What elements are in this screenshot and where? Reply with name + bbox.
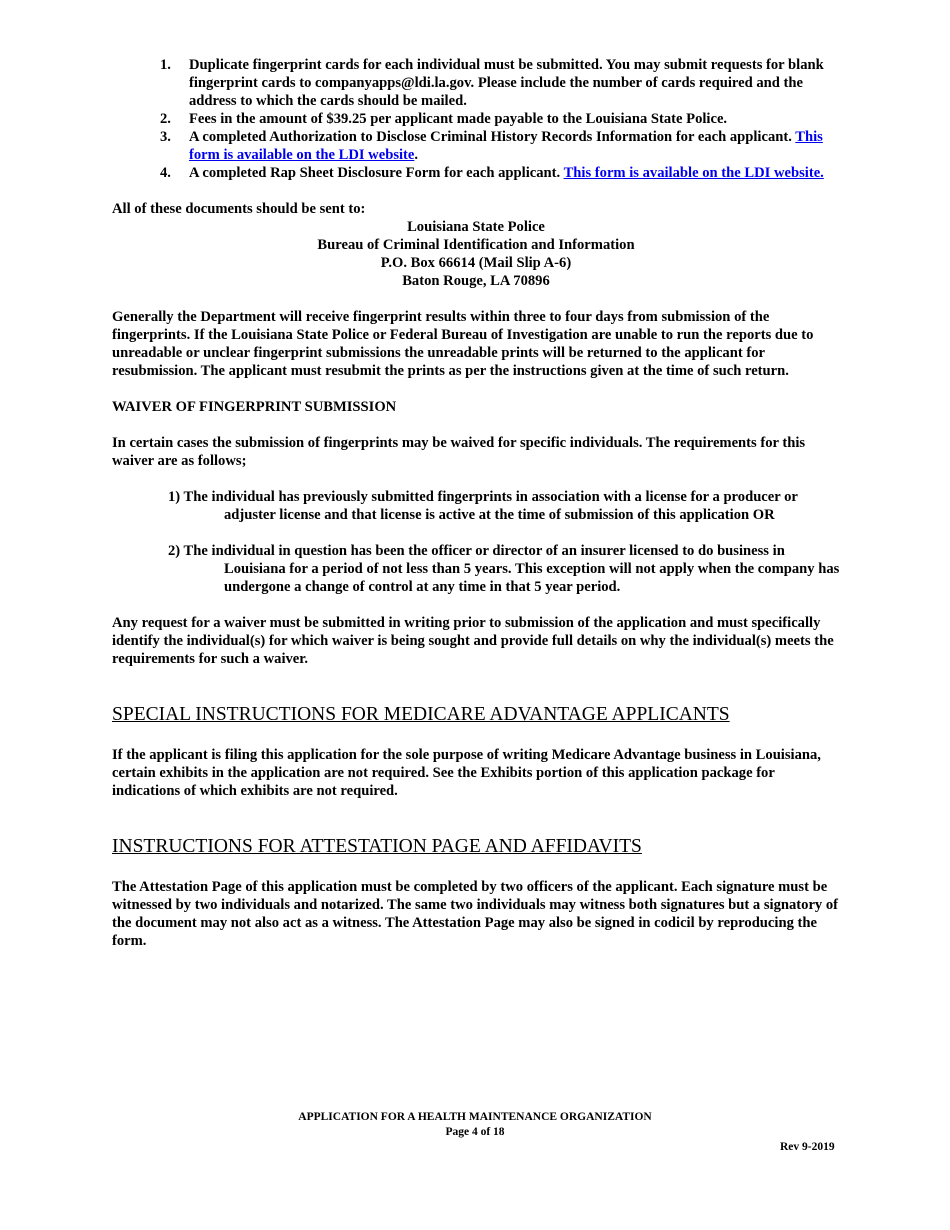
- requirements-list: [112, 56, 840, 182]
- medicare-paragraph: If the applicant is filing this application for the sole purpose of writing Medicare Advantage business in Louisiana, certain exhibits in the application are not required. See the Exhibits portion of this application package for indications of which exhibits are not required.: [112, 747, 821, 799]
- waiver-condition-1: 1) The individual has previously submitted fingerprints in association with a license for a producer or adjuster license and that license is active at the time of submission of this application OR: [168, 489, 798, 523]
- medicare-section-heading: SPECIAL INSTRUCTIONS FOR MEDICARE ADVANTAGE APPLICANTS: [112, 704, 730, 725]
- list-item-text: A completed Authorization to Disclose Criminal History Records Information for each applicant.: [189, 129, 796, 145]
- page-footer: [0, 1110, 950, 1140]
- footer-title: APPLICATION FOR A HEALTH MAINTENANCE ORGANIZATION: [298, 1111, 652, 1123]
- waiver-heading: WAIVER OF FINGERPRINT SUBMISSION: [112, 399, 397, 415]
- list-item-text-end: .: [414, 147, 419, 163]
- address-line: Baton Rouge, LA 70896: [402, 273, 550, 289]
- page-number: Page 4 of 18: [445, 1126, 505, 1138]
- ldi-website-link[interactable]: This form is available on the LDI website: [189, 129, 823, 163]
- address-line: P.O. Box 66614 (Mail Slip A-6): [380, 255, 572, 271]
- ldi-website-link[interactable]: This form is available on the LDI website.: [563, 165, 824, 181]
- document-body: [112, 56, 840, 950]
- list-item-text: Duplicate fingerprint cards for each individual must be submitted. You may submit requests for blank fingerprint cards to companyapps@ldi.la.gov. Please include the number of cards required and the address to which the cards should be mailed.: [189, 57, 824, 109]
- list-item: [112, 128, 840, 164]
- attestation-paragraph: The Attestation Page of this application must be completed by two officers of the applicant. Each signature must be witnessed by two individuals and notarized. The same two individuals may witness both signatures but a signatory of the document may not also act as a witness. The Attestation Page may also be signed in codicil by reproducing the form.: [112, 879, 839, 949]
- revision-label: Rev 9-2019: [780, 1141, 835, 1153]
- list-item: [112, 110, 840, 128]
- list-item: [112, 164, 840, 182]
- results-paragraph: Generally the Department will receive fingerprint results within three to four days from submission of the fingerprints. If the Louisiana State Police or Federal Bureau of Investigation are unable to run the reports due to unreadable or unclear fingerprint submissions the unreadable prints will be returned to the applicant for resubmission. The applicant must resubmit the prints as per the instructions given at the time of such return.: [112, 309, 814, 379]
- list-item: [112, 56, 840, 110]
- address-line: Bureau of Criminal Identification and Information: [317, 237, 635, 253]
- waiver-request-paragraph: Any request for a waiver must be submitted in writing prior to submission of the application and must specifically identify the individual(s) for which waiver is being sought and provide full details on why the individual(s) meets the requirements for such a waiver.: [112, 615, 834, 667]
- list-item-text: A completed Rap Sheet Disclosure Form for each applicant.: [189, 165, 564, 181]
- waiver-condition-2: 2) The individual in question has been the officer or director of an insurer licensed to do business in Louisiana for a period of not less than 5 years. This exception will not apply when the company has undergone a change of control at any time in that 5 year period.: [168, 543, 840, 595]
- list-item-text: Fees in the amount of $39.25 per applicant made payable to the Louisiana State Police.: [189, 111, 728, 127]
- list-number: 2.: [160, 111, 171, 127]
- sent-to-label: All of these documents should be sent to:: [112, 201, 366, 217]
- address-line: Louisiana State Police: [407, 219, 545, 235]
- attestation-section-heading: INSTRUCTIONS FOR ATTESTATION PAGE AND AFFIDAVITS: [112, 836, 642, 857]
- list-number: 4.: [160, 165, 171, 181]
- mailing-address: [112, 218, 840, 290]
- list-number: 1.: [160, 57, 171, 73]
- list-number: 3.: [160, 129, 171, 145]
- waiver-intro: In certain cases the submission of fingerprints may be waived for specific individuals. The requirements for this waiver are as follows;: [112, 435, 806, 469]
